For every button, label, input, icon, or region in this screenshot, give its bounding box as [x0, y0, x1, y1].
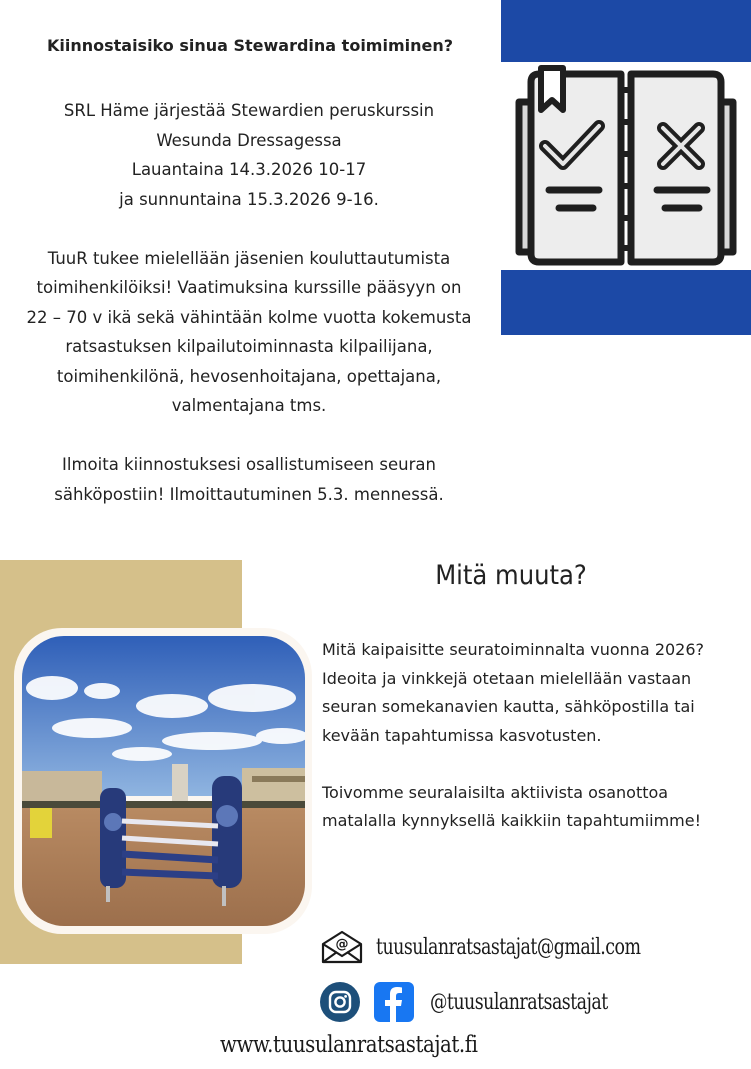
signup-line: Ilmoita kiinnostuksesi osallistumiseen seuran: [62, 455, 436, 474]
muuta-line: Ideoita ja vinkkejä otetaan mielellään vastaan: [322, 668, 692, 688]
facebook-icon[interactable]: [374, 982, 414, 1022]
muuta-body: [322, 636, 742, 836]
social-handle-link[interactable]: @tuusulanratsastajat: [430, 989, 608, 1015]
email-row: [320, 930, 676, 964]
muuta-line: kevään tapahtumissa kasvotusten.: [322, 725, 602, 745]
muuta-line: Mitä kaipaisitte seuratoiminnalta vuonna 2026?: [322, 640, 705, 659]
course-line: SRL Häme järjestää Stewardien peruskurssin: [63, 101, 435, 120]
steward-body: [4, 96, 494, 509]
instagram-icon[interactable]: [320, 982, 360, 1022]
support-line: toimihenkilönä, hevosenhoitajana, opettajana,: [56, 366, 442, 386]
support-line: 22 – 70 v ikä sekä vähintään kolme vuotta kokemusta: [26, 307, 472, 327]
muuta-line: seuran somekanavien kautta, sähköpostilla tai: [322, 697, 695, 716]
course-line: Lauantaina 14.3.2026 10-17: [131, 160, 367, 179]
svg-text:@: @: [335, 937, 349, 952]
email-link[interactable]: tuusulanratsastajat@gmail.com: [376, 934, 641, 960]
muuta-line: matalalla kynnyksellä kaikkiin tapahtumiimme!: [322, 811, 702, 830]
social-row: [320, 982, 632, 1022]
signup-line: sähköpostiin! Ilmoittautuminen 5.3. mennessä.: [54, 484, 444, 504]
course-line: Wesunda Dressagessa: [156, 130, 342, 150]
muuta-line: Toivomme seuralaisilta aktiivista osanottoa: [322, 782, 669, 802]
support-line: toimihenkilöiksi! Vaatimuksina kurssille pääsyyn on: [36, 278, 462, 297]
email-icon: [320, 930, 364, 964]
course-line: ja sunnuntaina 15.3.2026 9-16.: [119, 189, 379, 209]
steward-heading: Kiinnostaisiko sinua Stewardina toimiminen?: [46, 36, 454, 55]
support-line: valmentajana tms.: [171, 396, 327, 415]
checklist-book-icon: [501, 62, 751, 270]
show-jump-photo: [22, 636, 305, 926]
support-line: ratsastuksen kilpailutoiminnasta kilpailijana,: [65, 337, 433, 356]
support-line: TuuR tukee mielellään jäsenien kouluttautumista: [47, 248, 451, 268]
website-link[interactable]: www.tuusulanratsastajat.fi: [220, 1032, 478, 1058]
muuta-title: Mitä muuta?: [435, 560, 587, 591]
